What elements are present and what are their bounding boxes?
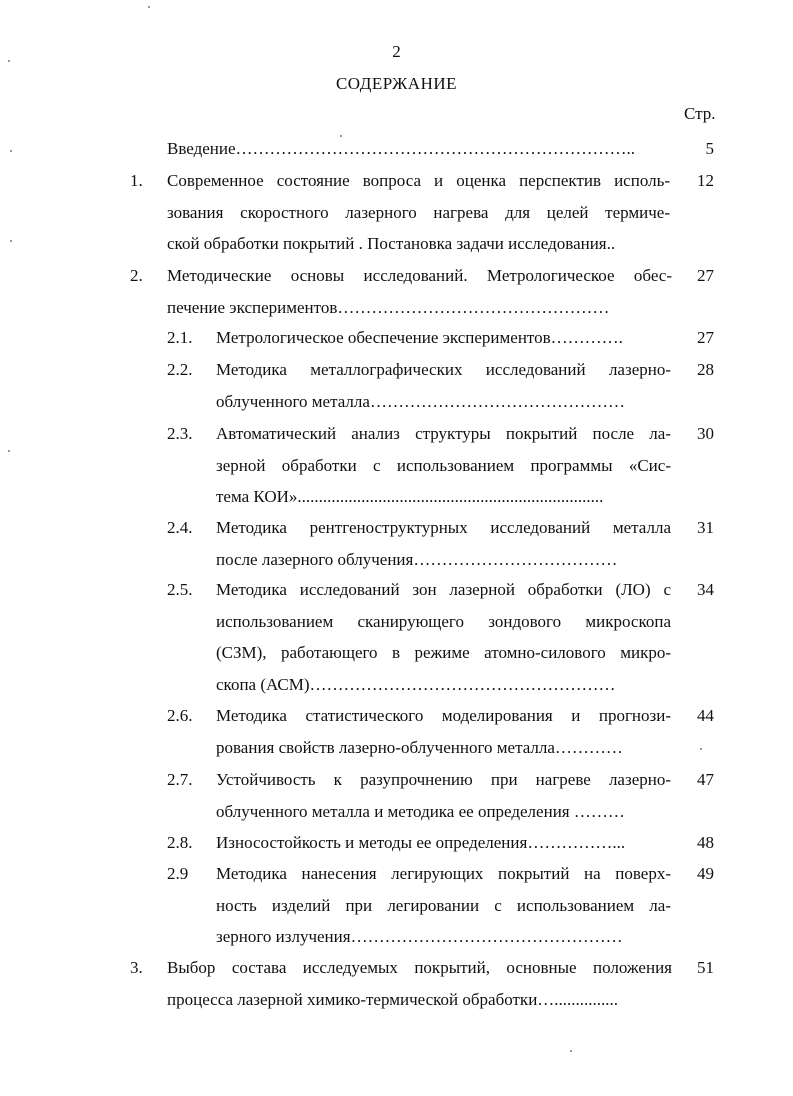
toc-entry-text-line: использованием сканирующего зондового микроскопа: [216, 611, 671, 631]
toc-entry-number: 2.7.: [167, 770, 193, 789]
toc-entry-text-line: Методика статистического моделирования и прогнози-: [216, 706, 671, 725]
toc-entry-page: 12: [697, 171, 714, 190]
toc-entry-number: 2.: [130, 266, 143, 285]
scan-speck: [10, 240, 12, 242]
toc-entry-page: 48: [697, 833, 714, 852]
toc-entry-text-line: зерной обработки с использованием программы «Сис-: [216, 455, 671, 475]
scan-speck: [148, 6, 150, 8]
page-column-label: Стр.: [684, 104, 716, 123]
toc-entry-text-line: Современное состояние вопроса и оценка перспектив исполь-: [167, 171, 670, 190]
toc-entry-text-line: Методические основы исследований. Метрологическое обес-: [167, 266, 672, 285]
toc-entry-page: 34: [697, 580, 714, 599]
toc-entry-number: 2.9: [167, 864, 189, 883]
toc-entry-page: 27: [697, 328, 714, 347]
toc-entry-text-line: Износостойкость и методы ее определения……………...: [216, 833, 626, 852]
toc-entry-number: 2.1.: [167, 328, 193, 347]
toc-entry-text-line: после лазерного облучения………………………………: [216, 549, 618, 569]
toc-entry-page: 28: [697, 360, 714, 379]
scan-speck: [570, 1050, 572, 1052]
toc-entry-number: 2.4.: [167, 518, 193, 537]
toc-entry-text-line: Методика рентгеноструктурных исследований металла: [216, 518, 671, 537]
toc-entry-number: 1.: [130, 171, 143, 190]
toc-entry-text-line: (СЗМ), работающего в режиме атомно-силового микро-: [216, 643, 671, 662]
toc-entry-text-line: скопа (АСМ)………………………………………………: [216, 674, 616, 694]
page-number: 2: [392, 42, 401, 61]
toc-entry-page: 27: [697, 266, 714, 285]
toc-entry-text-line: рования свойств лазерно-облученного металла…………: [216, 737, 623, 757]
toc-entry-number: 3.: [130, 958, 143, 977]
toc-entry-text-line: облученного металла и методика ее определения ………: [216, 801, 625, 821]
toc-entry-text-line: печение экспериментов…………………………………………: [167, 297, 610, 317]
toc-entry-text-line: Методика исследований зон лазерной обработки (ЛО) с: [216, 580, 671, 599]
toc-entry-number: 2.8.: [167, 833, 193, 852]
toc-entry-number: 2.6.: [167, 706, 193, 725]
toc-entry-text-line: Методика нанесения легирующих покрытий на поверх-: [216, 864, 671, 883]
toc-entry-text-line: тема КОИ»........................................................................: [216, 487, 604, 506]
scan-speck: [700, 748, 702, 750]
toc-entry-page: 31: [697, 518, 714, 537]
scan-speck: [10, 150, 12, 152]
toc-entry-text-line: Метрологическое обеспечение экспериментов………….: [216, 328, 623, 347]
toc-entry-text-line: облученного металла………………………………………: [216, 391, 625, 411]
page-title: СОДЕРЖАНИЕ: [335, 74, 458, 93]
toc-entry-text-line: процесса лазерной химико-термической обработки…...............: [167, 989, 619, 1009]
toc-entry-page: 44: [697, 706, 714, 725]
toc-entry-page: 5: [705, 139, 714, 158]
scan-speck: [340, 135, 342, 137]
toc-entry-text-line: зерного излучения…………………………………………: [216, 927, 623, 946]
toc-entry-text-line: Методика металлографических исследований лазерно-: [216, 360, 671, 379]
toc-entry-text-line: Выбор состава исследуемых покрытий, основные положения: [167, 958, 672, 977]
toc-entry-number: 2.3.: [167, 424, 193, 443]
toc-entry-text-line: Устойчивость к разупрочнению при нагреве лазерно-: [216, 770, 671, 789]
toc-entry-text-line: ской обработки покрытий . Постановка задачи исследования..: [167, 234, 616, 253]
toc-entry-text-line: ность изделий при легировании с использованием ла-: [216, 895, 671, 915]
toc-entry-text-line: зования скоростного лазерного нагрева для целей термиче-: [167, 202, 670, 222]
scan-speck: [8, 60, 10, 62]
toc-entry-page: 49: [697, 864, 714, 883]
toc-entry-page: 47: [697, 770, 714, 789]
scan-speck: [8, 450, 10, 452]
toc-entry-page: 51: [697, 958, 714, 977]
toc-entry-text-line: Введение……………………………………………………………..: [167, 139, 636, 158]
toc-entry-number: 2.2.: [167, 360, 193, 379]
toc-entry-number: 2.5.: [167, 580, 193, 599]
toc-entry-page: 30: [697, 424, 714, 443]
toc-entry-text-line: Автоматический анализ структуры покрытий после ла-: [216, 424, 671, 443]
